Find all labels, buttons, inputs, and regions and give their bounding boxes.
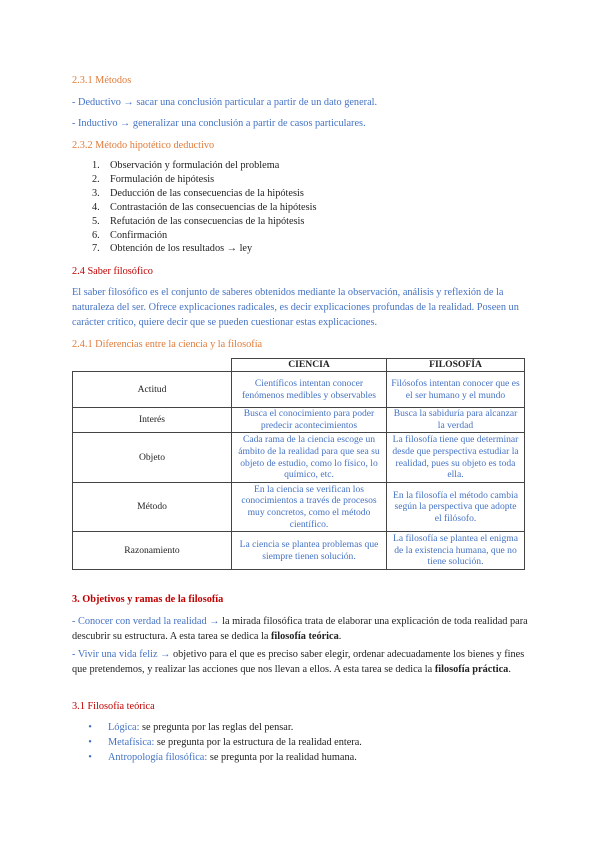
ciencia-cell: Busca el conocimiento para poder predecir acontecimientos (232, 408, 387, 433)
right-arrow-icon: → (123, 97, 134, 108)
table-row (73, 433, 525, 483)
filosofia-cell: La filosofía se plantea el enigma de la existencia humana, que no tiene solución. (387, 532, 525, 570)
deductivo-line (72, 96, 377, 109)
ciencia-cell: En la ciencia se verifican los conocimientos a través de procesos muy concretos, como el método científico. (232, 483, 387, 532)
right-arrow-icon: → (226, 243, 237, 255)
column-header-ciencia: CIENCIA (232, 359, 387, 372)
ciencia-cell: Científicos intentan conocer fenómenos medibles y observables (232, 372, 387, 408)
list-item: 2. Formulación de hipótesis (92, 173, 215, 185)
filosofia-cell: Busca la sabiduría para alcanzar la verdad (387, 408, 525, 433)
right-arrow-icon: → (209, 616, 220, 627)
table-header-row (73, 359, 525, 372)
list-item: 4. Contrastación de las consecuencias de la hipótesis (92, 201, 317, 213)
hypothetico-steps-list (72, 159, 316, 256)
table-row (73, 483, 525, 532)
section-heading-hipotetico: 2.3.2 Método hipotético deductivo (72, 140, 215, 151)
list-item: • Metafísica: se pregunta por la estructura de la realidad entera. (72, 735, 362, 750)
objetivo-teorico-paragraph: - Conocer con verdad la realidad → la mirada filosófica trata de elaborar una explicación de toda realidad para descubrir su estructura. A esta tarea se dedica la filosofía teórica. (72, 616, 528, 642)
objetivo-practico-paragraph: - Vivir una vida feliz → objetivo para el que es preciso saber elegir, ordenar adecuadamente los bienes y fines que pretendemos, y realizar las acciones que nos llevan a ellos. A esta tarea se dedica la filosofía práctica. (72, 649, 525, 675)
table-corner-cell (73, 359, 232, 372)
section-heading-saber: 2.4 Saber filosófico (72, 266, 153, 277)
table-row (73, 408, 525, 433)
table-row (73, 532, 525, 570)
list-item: 1. Observación y formulación del problema (92, 160, 280, 171)
ramas-teoricas-list (72, 720, 362, 765)
filosofia-cell: Filósofos intentan conocer que es el ser humano y el mundo (387, 372, 525, 408)
right-arrow-icon: → (120, 118, 131, 129)
section-heading-teorica: 3.1 Filosofía teórica (72, 701, 155, 712)
objetivo-practico-term: - Vivir una vida feliz (72, 649, 158, 660)
deductivo-text: sacar una conclusión particular a partir de un dato general. (136, 97, 378, 108)
column-header-filosofia: FILOSOFÍA (387, 359, 525, 372)
list-item: 5. Refutación de las consecuencias de la hipótesis (92, 215, 305, 227)
section-heading-objetivos: 3. Objetivos y ramas de la filosofía (72, 594, 224, 605)
filosofia-cell: La filosofía tiene que determinar desde que perspectiva estudiar la realidad, pues su objeto es toda ella. (387, 433, 525, 483)
row-label: Actitud (73, 372, 232, 408)
row-label: Razonamiento (73, 532, 232, 570)
list-item: 6. Confirmación (92, 229, 168, 241)
inductivo-term: - Inductivo (72, 118, 118, 129)
saber-paragraph: El saber filosófico es el conjunto de saberes obtenidos mediante la observación, análisis y reflexión de la naturaleza del ser. Ofrece explicaciones radicales, es decir explicaciones profundas de la realidad. Poseen un carácter crítico, quiere decir que se pueden cuestionar estas explicaciones. (72, 287, 519, 328)
row-label: Interés (73, 408, 232, 433)
row-label: Método (73, 483, 232, 532)
ciencia-cell: Cada rama de la ciencia escoge un ámbito de la realidad para que sea su objeto de estudio, como lo físico, lo químico, etc. (232, 433, 387, 483)
filosofia-cell: En la filosofía el método cambia según la perspectiva que adopte el filósofo. (387, 483, 525, 532)
inductivo-text: generalizar una conclusión a partir de casos particulares. (132, 118, 366, 129)
section-heading-metodos: 2.3.1 Métodos (72, 75, 132, 86)
inductivo-line (72, 117, 366, 130)
right-arrow-icon: → (160, 649, 171, 660)
section-heading-diferencias: 2.4.1 Diferencias entre la ciencia y la filosofía (72, 339, 263, 350)
ciencia-cell: La ciencia se plantea problemas que siempre tienen solución. (232, 532, 387, 570)
table-row (73, 372, 525, 408)
comparison-table (72, 358, 525, 570)
filosofia-practica-bold: filosofía práctica (434, 664, 509, 675)
objetivo-teorico-term: - Conocer con verdad la realidad (72, 616, 207, 627)
deductivo-term: - Deductivo (72, 97, 121, 108)
list-item: 7. Obtención de los resultados → ley (92, 243, 253, 255)
bullet-icon: • (88, 752, 92, 763)
filosofia-teorica-bold: filosofía teórica (271, 631, 339, 642)
list-item: 3. Deducción de las consecuencias de la hipótesis (92, 187, 304, 199)
bullet-icon: • (88, 737, 92, 748)
list-item: • Lógica: se pregunta por las reglas del pensar. (72, 720, 362, 735)
list-item: • Antropología filosófica: se pregunta por la realidad humana. (72, 750, 362, 765)
bullet-icon: • (88, 722, 92, 733)
row-label: Objeto (73, 433, 232, 483)
